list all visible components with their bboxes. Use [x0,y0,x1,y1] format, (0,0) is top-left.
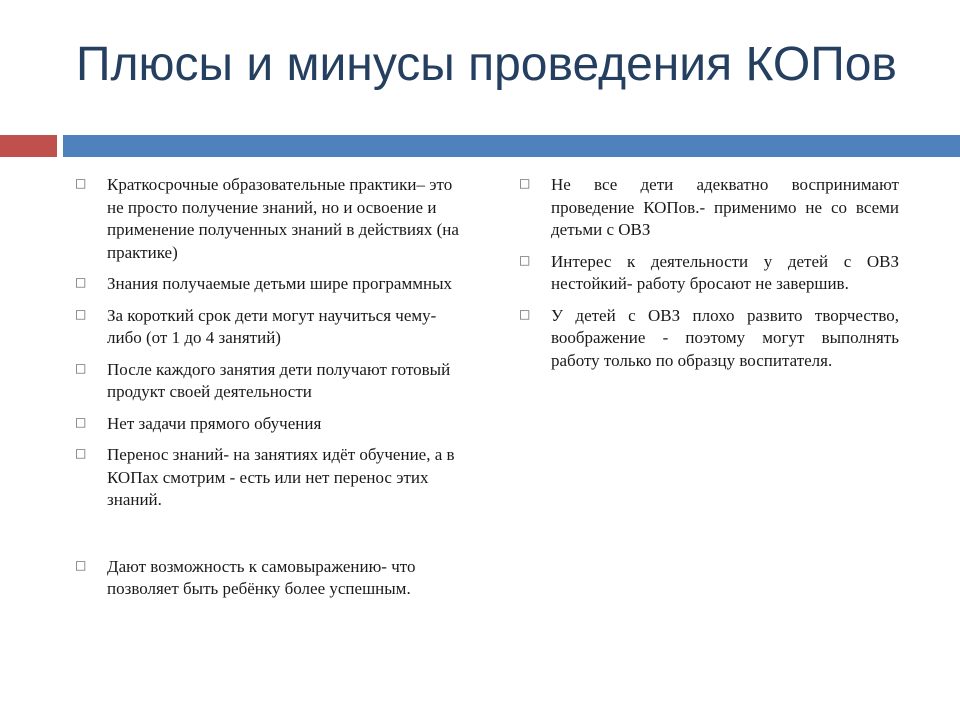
list-item [75,444,465,512]
list-item [75,305,465,350]
cons-item-text: У детей с ОВЗ плохо развито творчество, воображение - поэтому могут выполнять работу только по образцу воспитателя. [551,305,899,370]
list-item [75,556,465,601]
pros-item-text: После каждого занятия дети получают готовый продукт своей деятельности [107,359,451,401]
pros-list [75,174,465,610]
square-bullet-icon: □ [75,414,87,429]
list-item [519,251,899,296]
pros-item-text: Краткосрочные образовательные практики– это не просто получение знаний, но и освоение и применение полученных знаний в действиях (на практике) [107,175,459,262]
list-item [519,305,899,373]
square-bullet-icon: □ [519,306,531,321]
square-bullet-icon: □ [519,176,531,190]
slide-title: Плюсы и минусы проведения КОПов [76,38,897,91]
list-item [519,174,899,242]
list-item [75,273,465,296]
pros-item-text: Знания получаемые детьми шире программных [107,274,453,293]
cons-list [519,174,899,381]
pros-item-text: Перенос знаний- на занятиях идёт обучение, а в КОПах смотрим - есть или нет перенос этих знаний. [107,445,455,509]
square-bullet-icon: □ [75,306,87,321]
list-item [75,174,465,264]
square-bullet-icon: □ [75,275,87,289]
list-item [75,359,465,404]
accent-bar-blue [63,135,960,157]
pros-item-text: За короткий срок дети могут научиться чему-либо (от 1 до 4 занятий) [107,305,437,347]
square-bullet-icon: □ [75,557,87,572]
cons-item-text: Интерес к деятельности у детей с ОВЗ нестойкий- работу бросают не завершив. [551,251,899,293]
pros-item-text: Нет задачи прямого обучения [107,413,322,433]
list-item [75,413,465,436]
square-bullet-icon: □ [519,252,531,267]
square-bullet-icon: □ [75,360,87,375]
square-bullet-icon: □ [75,176,87,190]
pros-item-text: Дают возможность к самовыражению- что позволяет быть ребёнку более успешным. [107,556,416,598]
cons-item-text: Не все дети адекватно воспринимают проведение КОПов.- применимо не со всеми детьми с ОВЗ [551,175,899,239]
square-bullet-icon: □ [75,446,87,460]
accent-bar-red [0,135,57,157]
